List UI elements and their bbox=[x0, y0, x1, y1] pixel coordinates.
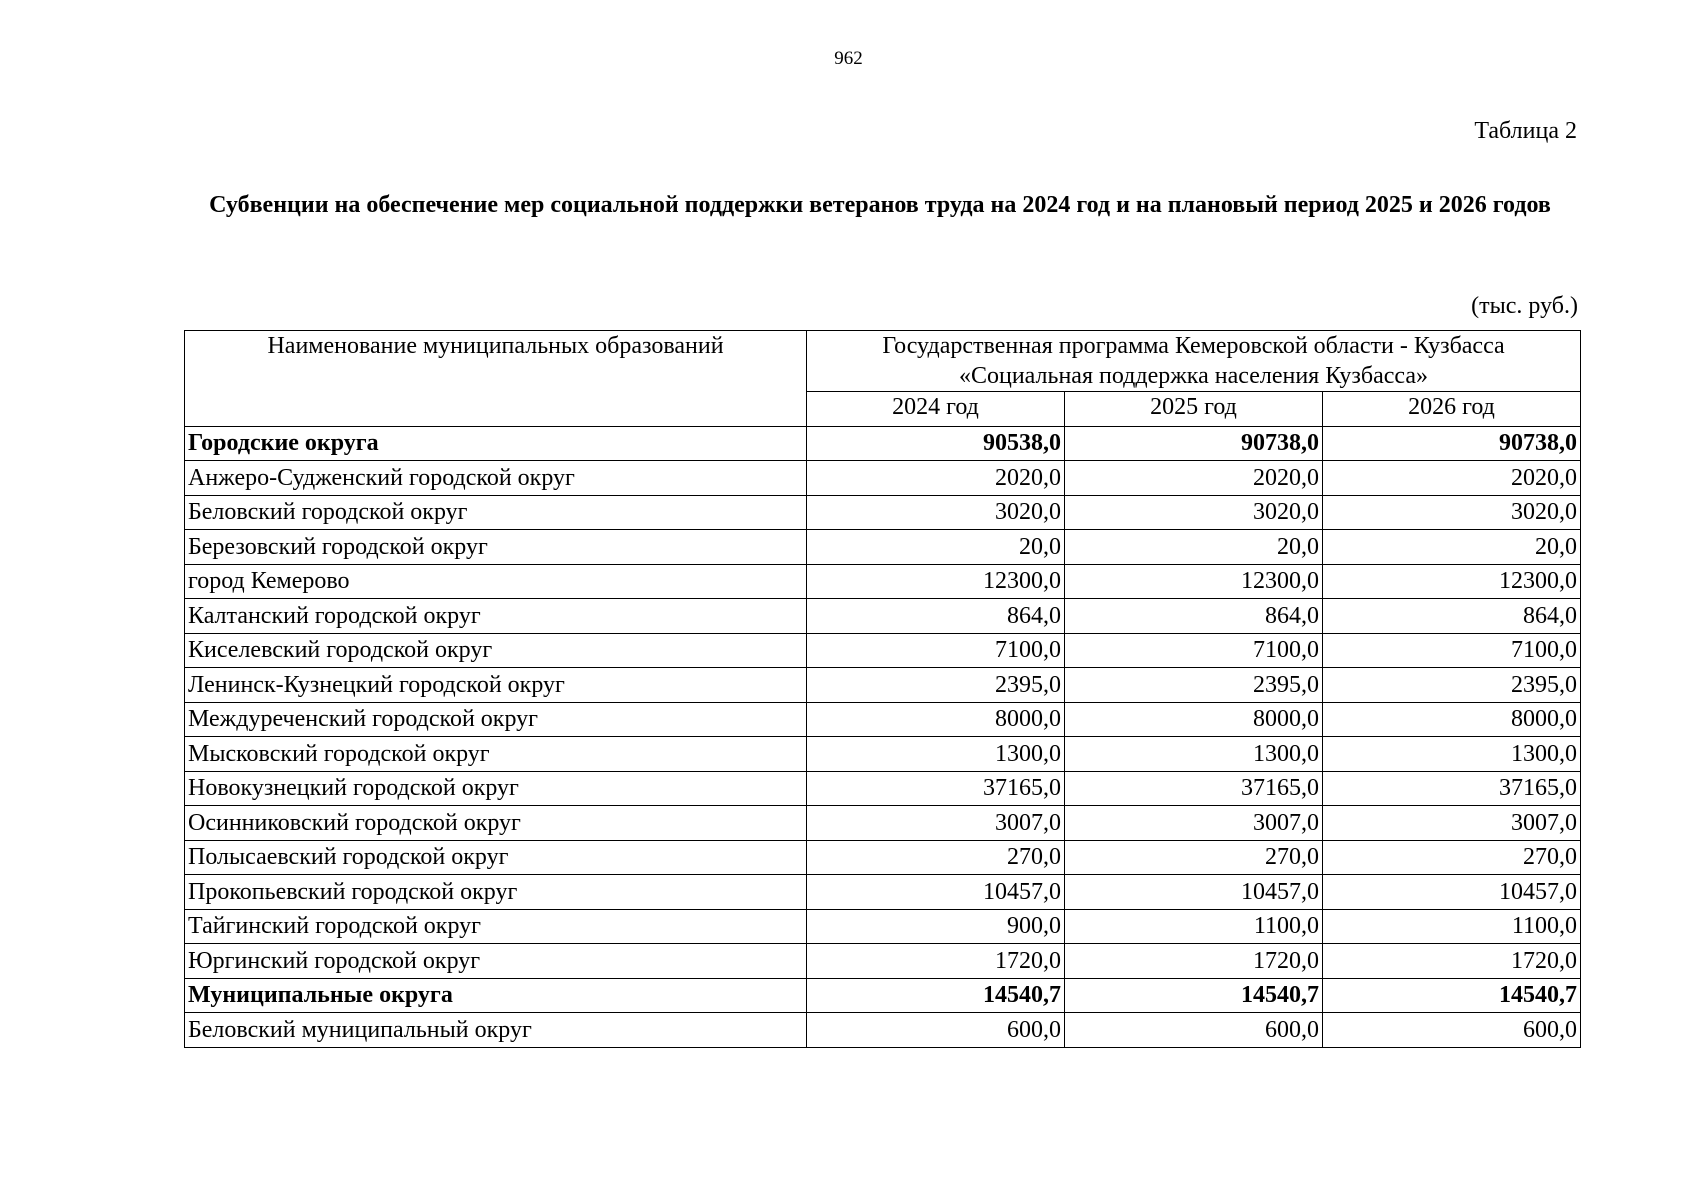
row-value-2024: 1300,0 bbox=[807, 737, 1065, 772]
row-value-2026: 10457,0 bbox=[1323, 875, 1581, 910]
row-value-2024: 12300,0 bbox=[807, 564, 1065, 599]
row-value-2025: 2020,0 bbox=[1065, 461, 1323, 496]
row-value-2024: 864,0 bbox=[807, 599, 1065, 634]
row-value-2026: 1100,0 bbox=[1323, 909, 1581, 944]
row-value-2026: 2020,0 bbox=[1323, 461, 1581, 496]
row-value-2026: 2395,0 bbox=[1323, 668, 1581, 703]
row-name: Березовский городской округ bbox=[185, 530, 807, 565]
table-row bbox=[185, 702, 1581, 737]
row-name: Ленинск-Кузнецкий городской округ bbox=[185, 668, 807, 703]
row-name: Калтанский городской округ bbox=[185, 599, 807, 634]
table-row bbox=[185, 633, 1581, 668]
row-name: Анжеро-Судженский городской округ bbox=[185, 461, 807, 496]
row-value-2024: 600,0 bbox=[807, 1013, 1065, 1048]
row-value-2025: 90738,0 bbox=[1065, 426, 1323, 461]
header-program bbox=[807, 331, 1581, 392]
table-row bbox=[185, 530, 1581, 565]
table-row-group-municipal-districts bbox=[185, 978, 1581, 1013]
row-value-2026: 1720,0 bbox=[1323, 944, 1581, 979]
table-row bbox=[185, 840, 1581, 875]
row-value-2025: 2395,0 bbox=[1065, 668, 1323, 703]
table-row bbox=[185, 599, 1581, 634]
row-name: Мысковский городской округ bbox=[185, 737, 807, 772]
row-value-2024: 270,0 bbox=[807, 840, 1065, 875]
row-value-2026: 90738,0 bbox=[1323, 426, 1581, 461]
row-value-2024: 7100,0 bbox=[807, 633, 1065, 668]
row-value-2026: 3020,0 bbox=[1323, 495, 1581, 530]
table-label: Таблица 2 bbox=[1474, 118, 1577, 144]
table-row bbox=[185, 1013, 1581, 1048]
row-value-2024: 3007,0 bbox=[807, 806, 1065, 841]
table-row bbox=[185, 668, 1581, 703]
row-name: Междуреченский городской округ bbox=[185, 702, 807, 737]
row-name: Юргинский городской округ bbox=[185, 944, 807, 979]
row-value-2025: 12300,0 bbox=[1065, 564, 1323, 599]
row-value-2026: 8000,0 bbox=[1323, 702, 1581, 737]
row-name: Городские округа bbox=[185, 426, 807, 461]
table-row bbox=[185, 944, 1581, 979]
row-name: Беловский муниципальный округ bbox=[185, 1013, 807, 1048]
document-title: Субвенции на обеспечение мер социальной поддержки ветеранов труда на 2024 год и на плановый период 2025 и 2026 годов bbox=[209, 192, 1551, 218]
table-row-group-city-districts bbox=[185, 426, 1581, 461]
row-value-2026: 37165,0 bbox=[1323, 771, 1581, 806]
header-name-column: Наименование муниципальных образований bbox=[185, 331, 807, 427]
subventions-table bbox=[184, 330, 1581, 1048]
table-row bbox=[185, 737, 1581, 772]
row-value-2024: 8000,0 bbox=[807, 702, 1065, 737]
row-value-2024: 90538,0 bbox=[807, 426, 1065, 461]
row-value-2025: 270,0 bbox=[1065, 840, 1323, 875]
row-value-2024: 1720,0 bbox=[807, 944, 1065, 979]
page-number: 962 bbox=[834, 48, 863, 69]
table-row bbox=[185, 875, 1581, 910]
units-label: (тыс. руб.) bbox=[1471, 293, 1578, 319]
row-value-2026: 600,0 bbox=[1323, 1013, 1581, 1048]
table-row bbox=[185, 564, 1581, 599]
row-name: Тайгинский городской округ bbox=[185, 909, 807, 944]
table-row bbox=[185, 771, 1581, 806]
row-value-2025: 37165,0 bbox=[1065, 771, 1323, 806]
row-value-2026: 12300,0 bbox=[1323, 564, 1581, 599]
table-row bbox=[185, 806, 1581, 841]
row-name: Полысаевский городской округ bbox=[185, 840, 807, 875]
row-name: Беловский городской округ bbox=[185, 495, 807, 530]
table-row bbox=[185, 909, 1581, 944]
row-value-2024: 37165,0 bbox=[807, 771, 1065, 806]
row-value-2026: 270,0 bbox=[1323, 840, 1581, 875]
row-name: Прокопьевский городской округ bbox=[185, 875, 807, 910]
row-name: Муниципальные округа bbox=[185, 978, 807, 1013]
row-value-2025: 3020,0 bbox=[1065, 495, 1323, 530]
table-row bbox=[185, 461, 1581, 496]
row-name: Новокузнецкий городской округ bbox=[185, 771, 807, 806]
row-value-2026: 864,0 bbox=[1323, 599, 1581, 634]
row-value-2025: 20,0 bbox=[1065, 530, 1323, 565]
row-name: город Кемерово bbox=[185, 564, 807, 599]
row-value-2025: 7100,0 bbox=[1065, 633, 1323, 668]
row-value-2024: 20,0 bbox=[807, 530, 1065, 565]
row-value-2025: 1720,0 bbox=[1065, 944, 1323, 979]
row-value-2025: 1100,0 bbox=[1065, 909, 1323, 944]
table-row bbox=[185, 495, 1581, 530]
row-value-2026: 1300,0 bbox=[1323, 737, 1581, 772]
row-name: Киселевский городской округ bbox=[185, 633, 807, 668]
row-value-2026: 14540,7 bbox=[1323, 978, 1581, 1013]
header-year-2025: 2025 год bbox=[1065, 392, 1323, 427]
row-name: Осинниковский городской округ bbox=[185, 806, 807, 841]
row-value-2024: 2020,0 bbox=[807, 461, 1065, 496]
row-value-2025: 14540,7 bbox=[1065, 978, 1323, 1013]
row-value-2024: 2395,0 bbox=[807, 668, 1065, 703]
row-value-2025: 864,0 bbox=[1065, 599, 1323, 634]
header-year-2026: 2026 год bbox=[1323, 392, 1581, 427]
header-year-2024: 2024 год bbox=[807, 392, 1065, 427]
row-value-2025: 3007,0 bbox=[1065, 806, 1323, 841]
row-value-2025: 600,0 bbox=[1065, 1013, 1323, 1048]
row-value-2024: 14540,7 bbox=[807, 978, 1065, 1013]
row-value-2024: 3020,0 bbox=[807, 495, 1065, 530]
row-value-2026: 7100,0 bbox=[1323, 633, 1581, 668]
row-value-2026: 20,0 bbox=[1323, 530, 1581, 565]
row-value-2025: 8000,0 bbox=[1065, 702, 1323, 737]
row-value-2025: 10457,0 bbox=[1065, 875, 1323, 910]
row-value-2025: 1300,0 bbox=[1065, 737, 1323, 772]
row-value-2024: 900,0 bbox=[807, 909, 1065, 944]
header-program-line2: «Социальная поддержка населения Кузбасса» bbox=[958, 363, 1429, 389]
row-value-2024: 10457,0 bbox=[807, 875, 1065, 910]
header-program-line1: Государственная программа Кемеровской области - Кузбасса bbox=[882, 333, 1505, 359]
row-value-2026: 3007,0 bbox=[1323, 806, 1581, 841]
